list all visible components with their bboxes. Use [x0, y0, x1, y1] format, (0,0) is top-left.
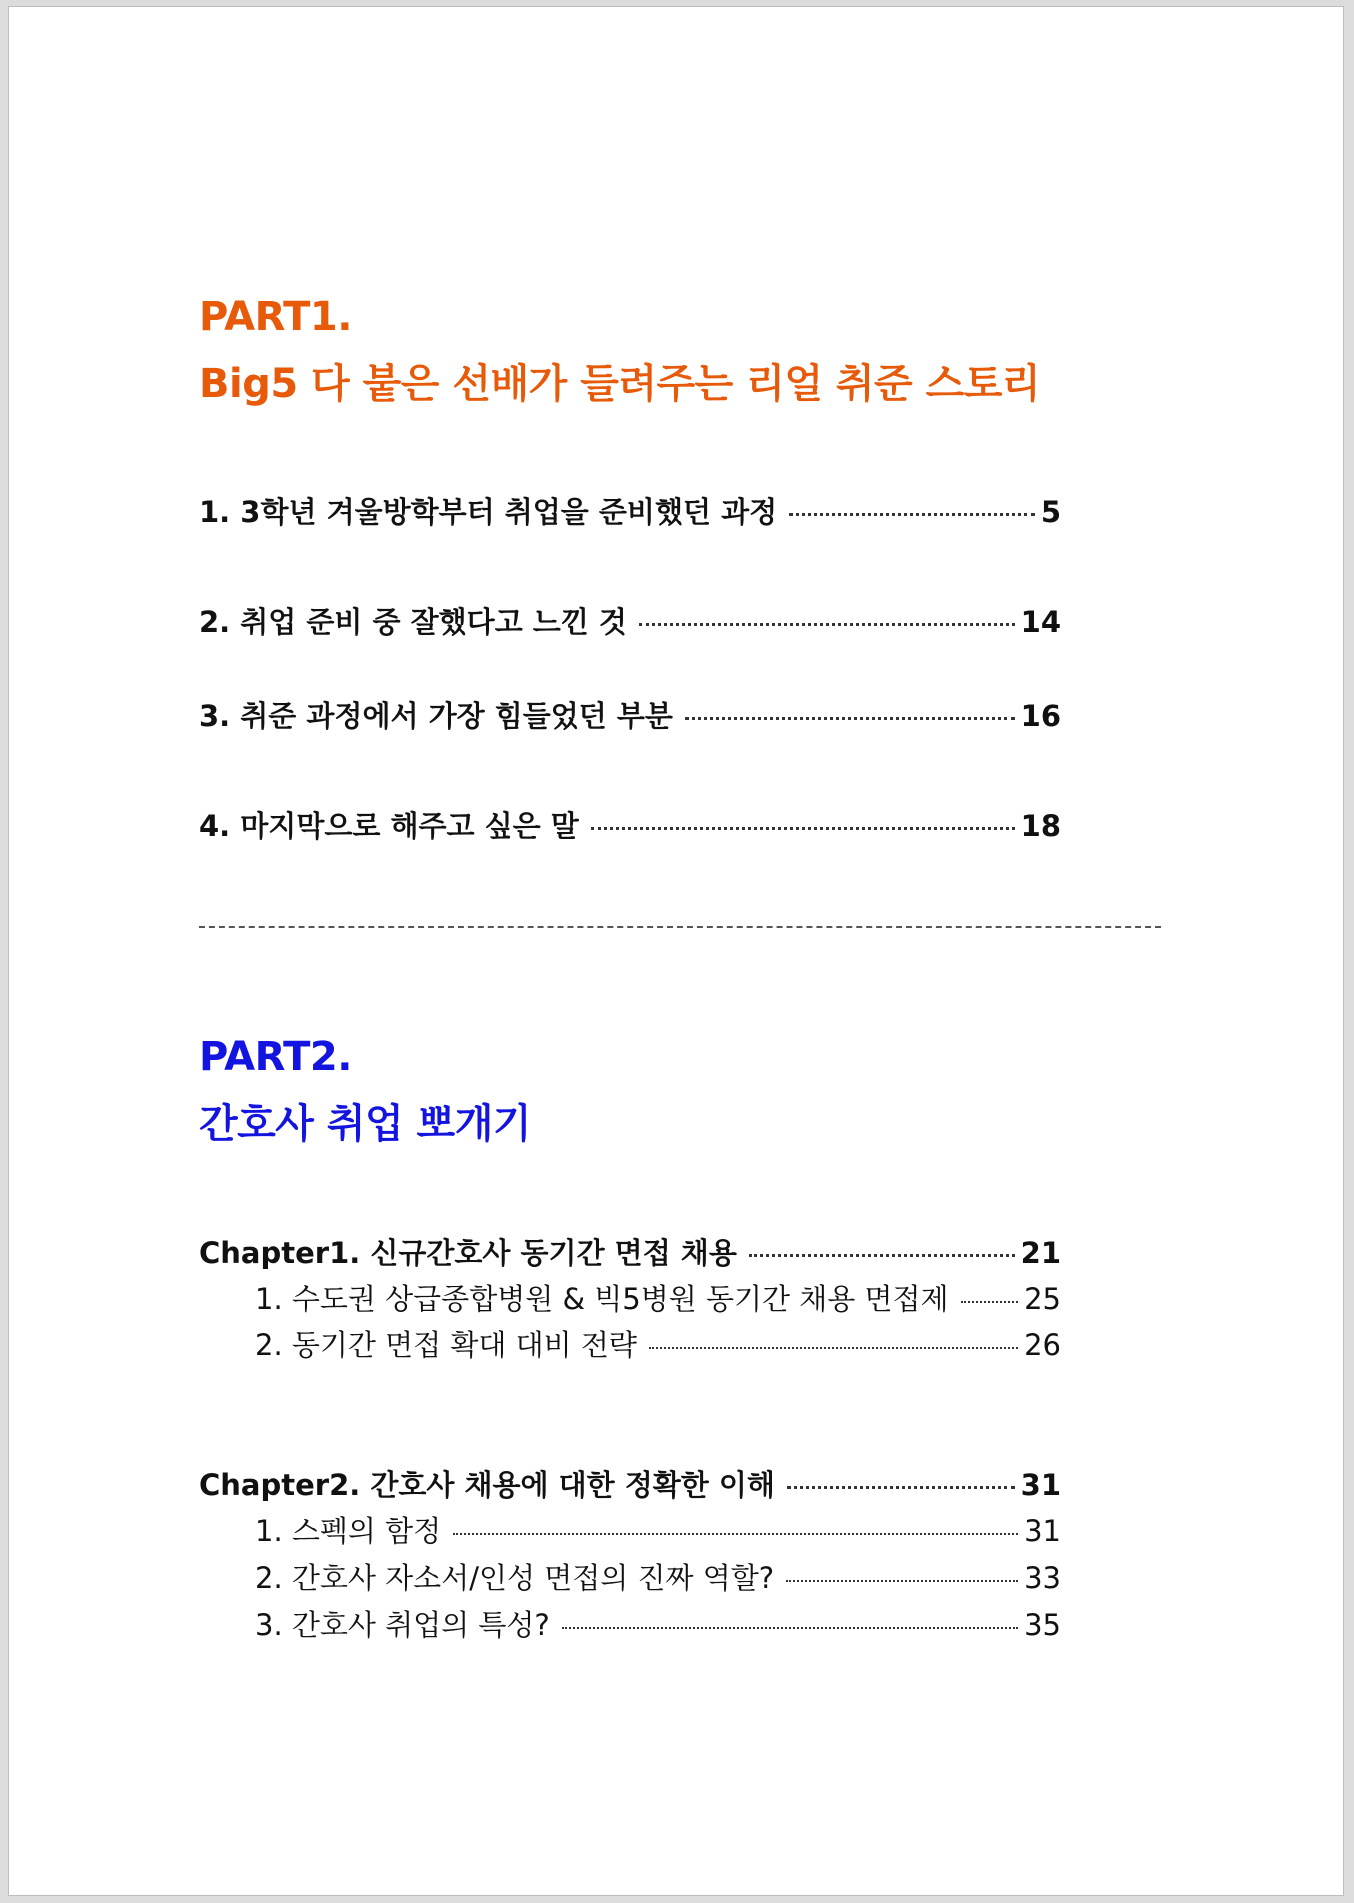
document-page	[8, 6, 1344, 1896]
dot-leader	[562, 1627, 1018, 1629]
toc-chapter-label: Chapter1. 신규간호사 동기간 면접 채용	[199, 1236, 737, 1270]
toc-page-number: 18	[1020, 809, 1061, 843]
part1-heading: PART1.	[199, 294, 352, 340]
toc-chapter-1[interactable]	[199, 1231, 1061, 1272]
toc-page-number: 31	[1020, 1468, 1061, 1502]
dot-leader	[749, 1254, 1015, 1257]
toc-subentry-label: 2. 간호사 자소서/인성 면접의 진짜 역할?	[255, 1561, 775, 1595]
toc-page-number: 33	[1024, 1561, 1061, 1595]
dot-leader	[961, 1301, 1019, 1303]
dot-leader	[453, 1533, 1018, 1535]
toc-page-number: 14	[1020, 605, 1061, 639]
section-divider	[199, 926, 1161, 928]
toc-page-number: 26	[1024, 1328, 1061, 1362]
dot-leader	[685, 717, 1015, 720]
dot-leader	[649, 1347, 1018, 1349]
dot-leader	[591, 827, 1015, 830]
toc-entry-part1-4[interactable]	[199, 804, 1061, 845]
toc-entry-label: 3. 취준 과정에서 가장 힘들었던 부분	[199, 699, 673, 733]
toc-subentry-2-3[interactable]	[255, 1603, 1061, 1644]
toc-subentry-1-1[interactable]	[255, 1277, 1061, 1318]
toc-page-number: 25	[1024, 1282, 1061, 1316]
toc-subentry-label: 1. 수도권 상급종합병원 & 빅5병원 동기간 채용 면접제	[255, 1282, 949, 1316]
toc-entry-part1-3[interactable]	[199, 694, 1061, 735]
toc-subentry-2-1[interactable]	[255, 1509, 1061, 1550]
toc-page-number: 35	[1024, 1608, 1061, 1642]
toc-subentry-label: 1. 스펙의 함정	[255, 1514, 442, 1548]
toc-entry-part1-2[interactable]	[199, 600, 1061, 641]
toc-subentry-label: 3. 간호사 취업의 특성?	[255, 1608, 550, 1642]
toc-entry-label: 1. 3학년 겨울방학부터 취업을 준비했던 과정	[199, 495, 778, 529]
toc-subentry-2-2[interactable]	[255, 1556, 1061, 1597]
toc-subentry-1-2[interactable]	[255, 1323, 1061, 1364]
toc-entry-part1-1[interactable]	[199, 490, 1061, 531]
toc-page-number: 21	[1020, 1236, 1061, 1270]
part1-subtitle: Big5 다 붙은 선배가 들려주는 리얼 취준 스토리	[199, 361, 1041, 407]
toc-page-number: 5	[1040, 495, 1061, 529]
toc-page-number: 31	[1024, 1514, 1061, 1548]
dot-leader	[789, 513, 1035, 516]
part2-heading: PART2.	[199, 1034, 352, 1080]
dot-leader	[787, 1486, 1015, 1489]
toc-chapter-2[interactable]	[199, 1463, 1061, 1504]
toc-page-number: 16	[1020, 699, 1061, 733]
toc-chapter-label: Chapter2. 간호사 채용에 대한 정확한 이해	[199, 1468, 775, 1502]
toc-entry-label: 4. 마지막으로 해주고 싶은 말	[199, 809, 579, 843]
part2-subtitle: 간호사 취업 뽀개기	[199, 1101, 531, 1147]
dot-leader	[639, 623, 1015, 626]
toc-entry-label: 2. 취업 준비 중 잘했다고 느낀 것	[199, 605, 627, 639]
toc-subentry-label: 2. 동기간 면접 확대 대비 전략	[255, 1328, 637, 1362]
dot-leader	[786, 1580, 1018, 1582]
